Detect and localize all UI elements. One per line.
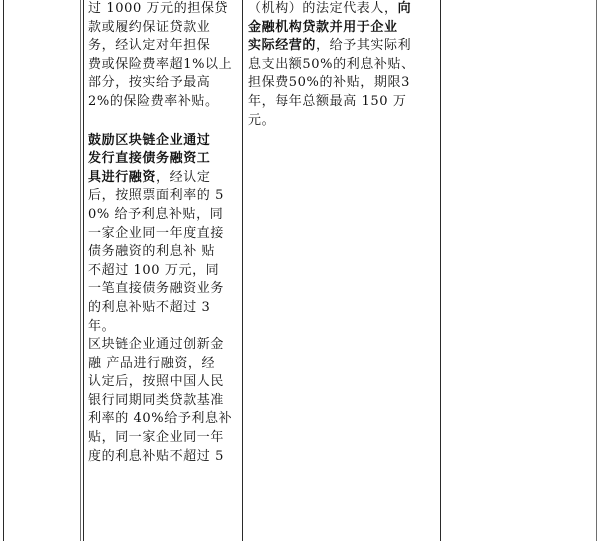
guarantee-subsidy-line: 款或履约保证贷款业 bbox=[88, 19, 211, 35]
debt-financing-line bbox=[88, 169, 238, 188]
loan-subsidy-emphasis: 向 bbox=[397, 1, 412, 16]
debt-financing-heading-end: 具进行融资 bbox=[88, 169, 157, 185]
loan-subsidy-text: ，给予其实际利 bbox=[316, 38, 412, 54]
loan-subsidy-emphasis: 实际经营的 bbox=[248, 38, 317, 54]
loan-subsidy-line: 年，每年总额最高 150 万 bbox=[248, 93, 407, 109]
column-divider-2 bbox=[83, 0, 84, 541]
loan-subsidy-line bbox=[248, 0, 436, 19]
guarantee-subsidy-line: 部分，按实给予最高 bbox=[88, 75, 211, 91]
guarantee-subsidy-line: 务，经认定对年担保 bbox=[88, 38, 211, 54]
debt-financing-line: 一笔直接债务融资业务 bbox=[88, 281, 225, 297]
column-divider-4 bbox=[440, 0, 441, 541]
debt-financing-line: 0% 给予利息补贴，同 bbox=[88, 206, 224, 222]
debt-financing-line: 一家企业同一年度直接 bbox=[88, 225, 225, 241]
table-border-left bbox=[3, 0, 4, 541]
policy-text-cell bbox=[88, 0, 238, 466]
loan-subsidy-emphasis-line: 金融机构贷款并用于企业 bbox=[248, 19, 398, 35]
debt-financing-line: 债务融资的利息补 贴 bbox=[88, 244, 216, 260]
debt-financing-line: 后，按照票面利率的 5 bbox=[88, 188, 225, 204]
debt-financing-line: 不超过 100 万元，同 bbox=[88, 262, 220, 278]
innovative-finance-line: 银行同期同类贷款基准 bbox=[88, 392, 225, 408]
policy-text-cell-2 bbox=[248, 0, 436, 130]
innovative-finance-line: 融 产品进行融资，经 bbox=[88, 355, 216, 371]
innovative-finance-line: 区块链企业通过创新金 bbox=[88, 337, 225, 353]
loan-subsidy-line: 息支出额50%的利息补贴、 bbox=[248, 56, 415, 72]
table-border-right bbox=[596, 0, 597, 541]
loan-subsidy-text: （机构）的法定代表人， bbox=[248, 1, 398, 16]
column-divider-1 bbox=[80, 0, 81, 541]
debt-financing-text: ，经认定 bbox=[156, 169, 211, 185]
guarantee-subsidy-line: 过 1000 万元的担保贷 bbox=[88, 1, 229, 16]
guarantee-subsidy-line: 2%的保险费率补贴。 bbox=[88, 93, 219, 109]
innovative-finance-line: 贴，同一家企业同一年 bbox=[88, 430, 225, 446]
debt-financing-heading-line: 发行直接债务融资工 bbox=[88, 151, 211, 167]
innovative-finance-line: 认定后，按照中国人民 bbox=[88, 374, 225, 390]
innovative-finance-line: 度的利息补贴不超过 5 bbox=[88, 448, 225, 464]
loan-subsidy-line bbox=[248, 37, 436, 56]
debt-financing-line: 年。 bbox=[88, 318, 116, 334]
guarantee-subsidy-line: 费或保险费率超1%以上 bbox=[88, 56, 233, 72]
loan-subsidy-line: 元。 bbox=[248, 112, 276, 128]
debt-financing-line: 的利息补贴不超过 3 bbox=[88, 299, 211, 315]
innovative-finance-line: 利率的 40%给予利息补 bbox=[88, 411, 233, 427]
column-divider-3 bbox=[242, 0, 243, 541]
debt-financing-heading-line: 鼓励区块链企业通过 bbox=[88, 132, 211, 148]
loan-subsidy-line: 担保费50%的补贴，期限3 bbox=[248, 75, 410, 91]
